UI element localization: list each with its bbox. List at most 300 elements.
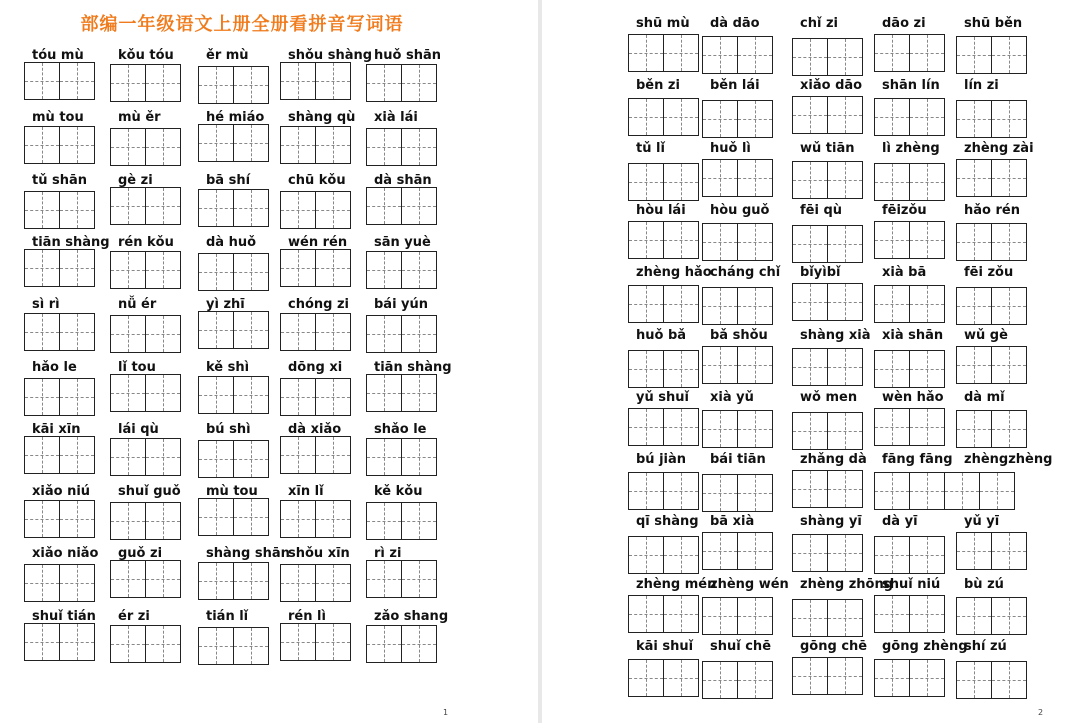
- tianzige-cell[interactable]: [110, 438, 146, 476]
- tianzige-cell[interactable]: [702, 159, 738, 197]
- tianzige-cell[interactable]: [233, 124, 269, 162]
- tianzige-cell[interactable]: [827, 38, 863, 76]
- pinyin-label: gōng zhèng: [882, 639, 968, 654]
- tianzige-cell[interactable]: [145, 625, 181, 663]
- tianzige-cell[interactable]: [737, 346, 773, 384]
- writing-box-group: [280, 436, 350, 474]
- tianzige-cell[interactable]: [737, 532, 773, 570]
- tianzige-cell[interactable]: [198, 562, 234, 600]
- writing-box-group: [366, 128, 436, 166]
- tianzige-cell[interactable]: [59, 378, 95, 416]
- tianzige-cell[interactable]: [233, 498, 269, 536]
- writing-box-group: [702, 532, 772, 570]
- pinyin-label: shí zú: [964, 639, 1007, 654]
- pinyin-label: lái qù: [118, 421, 159, 437]
- tianzige-cell[interactable]: [59, 62, 95, 100]
- tianzige-cell[interactable]: [59, 500, 95, 538]
- writing-box-group: [702, 597, 772, 635]
- tianzige-cell[interactable]: [366, 251, 402, 289]
- tianzige-cell[interactable]: [991, 346, 1027, 384]
- tianzige-cell[interactable]: [874, 595, 910, 633]
- tianzige-cell[interactable]: [280, 436, 316, 474]
- pinyin-label: nǚ ér: [118, 297, 157, 313]
- tianzige-cell[interactable]: [628, 34, 664, 72]
- tianzige-cell[interactable]: [956, 597, 992, 635]
- tianzige-cell[interactable]: [956, 159, 992, 197]
- tianzige-cell[interactable]: [198, 376, 234, 414]
- pinyin-label: shuǐ tián: [32, 608, 96, 624]
- tianzige-cell[interactable]: [366, 560, 402, 598]
- pinyin-label: dà shān: [374, 172, 432, 188]
- tianzige-cell[interactable]: [628, 163, 664, 201]
- tianzige-cell[interactable]: [663, 536, 699, 574]
- tianzige-cell[interactable]: [315, 249, 351, 287]
- tianzige-cell[interactable]: [628, 472, 664, 510]
- tianzige-cell[interactable]: [24, 313, 60, 351]
- pinyin-label: wén rén: [288, 234, 348, 250]
- tianzige-cell[interactable]: [737, 36, 773, 74]
- tianzige-cell[interactable]: [628, 659, 664, 697]
- tianzige-cell[interactable]: [792, 470, 828, 508]
- tianzige-cell[interactable]: [991, 100, 1027, 138]
- tianzige-cell[interactable]: [198, 124, 234, 162]
- pinyin-label: shàng qù: [288, 110, 356, 126]
- tianzige-cell[interactable]: [628, 408, 664, 446]
- writing-box-group: [280, 62, 350, 100]
- pinyin-label: tiān shàng: [32, 234, 110, 250]
- tianzige-cell[interactable]: [233, 189, 269, 227]
- tianzige-cell[interactable]: [280, 62, 316, 100]
- pinyin-label: yì zhī: [206, 297, 245, 313]
- pinyin-label: fēizǒu: [882, 202, 927, 218]
- writing-box-group: [702, 474, 772, 512]
- tianzige-cell[interactable]: [280, 126, 316, 164]
- writing-box-group: [702, 287, 772, 325]
- tianzige-cell[interactable]: [792, 599, 828, 637]
- tianzige-cell[interactable]: [280, 249, 316, 287]
- tianzige-cell[interactable]: [737, 474, 773, 512]
- writing-box-group: [198, 253, 268, 291]
- tianzige-cell[interactable]: [198, 311, 234, 349]
- tianzige-cell[interactable]: [827, 412, 863, 450]
- tianzige-cell[interactable]: [24, 191, 60, 229]
- tianzige-cell[interactable]: [233, 440, 269, 478]
- tianzige-cell[interactable]: [909, 408, 945, 446]
- writing-box-group: [956, 36, 1026, 74]
- tianzige-cell[interactable]: [59, 313, 95, 351]
- tianzige-cell[interactable]: [737, 597, 773, 635]
- tianzige-cell[interactable]: [628, 98, 664, 136]
- writing-box-group: [24, 623, 94, 661]
- tianzige-cell[interactable]: [366, 502, 402, 540]
- tianzige-cell[interactable]: [280, 500, 316, 538]
- tianzige-cell[interactable]: [944, 472, 980, 510]
- tianzige-cell[interactable]: [792, 96, 828, 134]
- tianzige-cell[interactable]: [628, 595, 664, 633]
- tianzige-cell[interactable]: [827, 470, 863, 508]
- tianzige-cell[interactable]: [145, 315, 181, 353]
- tianzige-cell[interactable]: [59, 564, 95, 602]
- tianzige-cell[interactable]: [59, 191, 95, 229]
- writing-box-group: [874, 350, 944, 388]
- tianzige-cell[interactable]: [979, 472, 1015, 510]
- tianzige-cell[interactable]: [280, 313, 316, 351]
- tianzige-cell[interactable]: [792, 348, 828, 386]
- writing-box-group: [956, 346, 1026, 384]
- tianzige-cell[interactable]: [145, 438, 181, 476]
- writing-box-group: [702, 661, 772, 699]
- writing-box-group: [628, 98, 698, 136]
- pinyin-label: hòu lái: [636, 202, 686, 218]
- pinyin-label: chóng zi: [288, 297, 350, 313]
- tianzige-cell[interactable]: [280, 623, 316, 661]
- tianzige-cell[interactable]: [145, 64, 181, 102]
- tianzige-cell[interactable]: [145, 374, 181, 412]
- pinyin-label: bú jiàn: [636, 452, 687, 468]
- tianzige-cell[interactable]: [874, 536, 910, 574]
- tianzige-cell[interactable]: [24, 500, 60, 538]
- pinyin-label: bái yún: [374, 297, 429, 313]
- pinyin-label: kě shì: [206, 359, 250, 375]
- writing-box-group: [874, 34, 944, 72]
- tianzige-cell[interactable]: [315, 62, 351, 100]
- tianzige-cell[interactable]: [956, 346, 992, 384]
- tianzige-cell[interactable]: [233, 253, 269, 291]
- tianzige-cell[interactable]: [145, 502, 181, 540]
- tianzige-cell[interactable]: [145, 560, 181, 598]
- tianzige-cell[interactable]: [110, 251, 146, 289]
- tianzige-cell[interactable]: [909, 659, 945, 697]
- writing-box-group: [702, 100, 772, 138]
- pinyin-label: gōng chē: [800, 639, 868, 654]
- pinyin-label: sì rì: [32, 297, 60, 313]
- tianzige-cell[interactable]: [663, 98, 699, 136]
- tianzige-cell[interactable]: [110, 625, 146, 663]
- writing-box-group: [198, 311, 268, 349]
- tianzige-cell[interactable]: [874, 34, 910, 72]
- tianzige-cell[interactable]: [366, 128, 402, 166]
- tianzige-cell[interactable]: [401, 64, 437, 102]
- pinyin-label: hé miáo: [206, 110, 265, 126]
- tianzige-cell[interactable]: [663, 163, 699, 201]
- tianzige-cell[interactable]: [145, 187, 181, 225]
- writing-box-group: [702, 36, 772, 74]
- pinyin-label: kāi xīn: [32, 421, 81, 437]
- writing-box-group: [24, 500, 94, 538]
- tianzige-cell[interactable]: [909, 472, 945, 510]
- writing-box-group: [792, 283, 862, 321]
- tianzige-cell[interactable]: [24, 126, 60, 164]
- tianzige-cell[interactable]: [737, 100, 773, 138]
- tianzige-cell[interactable]: [663, 659, 699, 697]
- tianzige-cell[interactable]: [663, 595, 699, 633]
- tianzige-cell[interactable]: [663, 408, 699, 446]
- writing-box-group: [110, 187, 180, 225]
- pinyin-label: shǎo le: [374, 421, 427, 437]
- tianzige-cell[interactable]: [663, 221, 699, 259]
- tianzige-cell[interactable]: [909, 595, 945, 633]
- tianzige-cell[interactable]: [401, 315, 437, 353]
- tianzige-cell[interactable]: [737, 410, 773, 448]
- tianzige-cell[interactable]: [401, 374, 437, 412]
- tianzige-cell[interactable]: [792, 412, 828, 450]
- tianzige-cell[interactable]: [909, 350, 945, 388]
- tianzige-cell[interactable]: [991, 661, 1027, 699]
- tianzige-cell[interactable]: [280, 564, 316, 602]
- tianzige-cell[interactable]: [827, 534, 863, 572]
- tianzige-cell[interactable]: [366, 625, 402, 663]
- pinyin-label: shān lín: [882, 78, 940, 94]
- tianzige-cell[interactable]: [233, 311, 269, 349]
- tianzige-cell[interactable]: [827, 348, 863, 386]
- pinyin-label: wǒ men: [800, 389, 858, 405]
- tianzige-cell[interactable]: [956, 36, 992, 74]
- writing-box-group: [24, 249, 94, 287]
- tianzige-cell[interactable]: [110, 187, 146, 225]
- writing-box-group: [956, 159, 1026, 197]
- tianzige-cell[interactable]: [909, 98, 945, 136]
- writing-box-group: [366, 251, 436, 289]
- tianzige-cell[interactable]: [628, 536, 664, 574]
- tianzige-cell[interactable]: [59, 623, 95, 661]
- writing-box-group: [792, 657, 862, 695]
- tianzige-cell[interactable]: [909, 536, 945, 574]
- tianzige-cell[interactable]: [702, 532, 738, 570]
- worksheet-page-2: [542, 0, 1080, 723]
- tianzige-cell[interactable]: [702, 661, 738, 699]
- pinyin-label: yǔ yī: [964, 514, 1000, 530]
- tianzige-cell[interactable]: [401, 438, 437, 476]
- pinyin-label: bù zú: [964, 576, 1004, 592]
- tianzige-cell[interactable]: [991, 159, 1027, 197]
- writing-box-group: [198, 66, 268, 104]
- writing-box-group: [280, 191, 350, 229]
- tianzige-cell[interactable]: [874, 163, 910, 201]
- tianzige-cell[interactable]: [315, 191, 351, 229]
- tianzige-cell[interactable]: [702, 287, 738, 325]
- tianzige-cell[interactable]: [737, 159, 773, 197]
- writing-box-group: [628, 536, 698, 574]
- tianzige-cell[interactable]: [110, 315, 146, 353]
- tianzige-cell[interactable]: [874, 221, 910, 259]
- writing-box-group: [198, 440, 268, 478]
- tianzige-cell[interactable]: [702, 597, 738, 635]
- tianzige-cell[interactable]: [737, 287, 773, 325]
- tianzige-cell[interactable]: [663, 34, 699, 72]
- tianzige-cell[interactable]: [792, 283, 828, 321]
- pinyin-label: bú shì: [206, 421, 251, 437]
- tianzige-cell[interactable]: [991, 410, 1027, 448]
- writing-box-group: [198, 627, 268, 665]
- tianzige-cell[interactable]: [315, 126, 351, 164]
- tianzige-cell[interactable]: [874, 350, 910, 388]
- tianzige-cell[interactable]: [280, 191, 316, 229]
- writing-box-group: [874, 163, 944, 201]
- tianzige-cell[interactable]: [401, 560, 437, 598]
- pinyin-label: kāi shuǐ: [636, 639, 694, 654]
- tianzige-cell[interactable]: [198, 66, 234, 104]
- pinyin-label: tiān shàng: [374, 359, 452, 375]
- tianzige-cell[interactable]: [991, 36, 1027, 74]
- tianzige-cell[interactable]: [366, 315, 402, 353]
- tianzige-cell[interactable]: [24, 436, 60, 474]
- pinyin-label: xiǎo niǎo: [32, 546, 99, 562]
- tianzige-cell[interactable]: [909, 221, 945, 259]
- tianzige-cell[interactable]: [956, 100, 992, 138]
- page-title: 部编一年级语文上册全册看拼音写词语: [80, 14, 404, 35]
- writing-box-group: [956, 532, 1026, 570]
- tianzige-cell[interactable]: [401, 502, 437, 540]
- tianzige-cell[interactable]: [59, 249, 95, 287]
- tianzige-cell[interactable]: [315, 623, 351, 661]
- writing-box-group: [24, 436, 94, 474]
- tianzige-cell[interactable]: [24, 623, 60, 661]
- writing-box-group: [110, 64, 180, 102]
- tianzige-cell[interactable]: [401, 625, 437, 663]
- tianzige-cell[interactable]: [366, 438, 402, 476]
- tianzige-cell[interactable]: [59, 126, 95, 164]
- tianzige-cell[interactable]: [956, 410, 992, 448]
- tianzige-cell[interactable]: [874, 472, 910, 510]
- writing-box-group: [198, 498, 268, 536]
- tianzige-cell[interactable]: [909, 285, 945, 323]
- tianzige-cell[interactable]: [702, 36, 738, 74]
- tianzige-cell[interactable]: [792, 161, 828, 199]
- tianzige-cell[interactable]: [663, 285, 699, 323]
- tianzige-cell[interactable]: [110, 64, 146, 102]
- tianzige-cell[interactable]: [663, 472, 699, 510]
- tianzige-cell[interactable]: [198, 627, 234, 665]
- tianzige-cell[interactable]: [702, 346, 738, 384]
- tianzige-cell[interactable]: [366, 64, 402, 102]
- tianzige-cell[interactable]: [366, 374, 402, 412]
- tianzige-cell[interactable]: [24, 249, 60, 287]
- tianzige-cell[interactable]: [628, 350, 664, 388]
- writing-box-group: [24, 126, 94, 164]
- writing-box-group: [874, 659, 944, 697]
- pinyin-label: zhèng wén: [710, 576, 789, 592]
- tianzige-cell[interactable]: [702, 100, 738, 138]
- tianzige-cell[interactable]: [198, 498, 234, 536]
- tianzige-cell[interactable]: [874, 285, 910, 323]
- pinyin-label: lín zi: [964, 78, 999, 94]
- tianzige-cell[interactable]: [280, 378, 316, 416]
- tianzige-cell[interactable]: [702, 410, 738, 448]
- tianzige-cell[interactable]: [110, 560, 146, 598]
- tianzige-cell[interactable]: [956, 223, 992, 261]
- tianzige-cell[interactable]: [145, 128, 181, 166]
- tianzige-cell[interactable]: [792, 534, 828, 572]
- tianzige-cell[interactable]: [956, 532, 992, 570]
- tianzige-cell[interactable]: [956, 287, 992, 325]
- tianzige-cell[interactable]: [991, 287, 1027, 325]
- tianzige-cell[interactable]: [663, 350, 699, 388]
- tianzige-cell[interactable]: [737, 223, 773, 261]
- pinyin-label: xià lái: [374, 110, 418, 126]
- tianzige-cell[interactable]: [24, 564, 60, 602]
- tianzige-cell[interactable]: [909, 163, 945, 201]
- tianzige-cell[interactable]: [233, 376, 269, 414]
- writing-box-group: [628, 221, 698, 259]
- writing-box-group: [628, 472, 698, 510]
- tianzige-cell[interactable]: [628, 221, 664, 259]
- writing-box-group: [24, 191, 94, 229]
- pinyin-label: shǒu xīn: [288, 546, 350, 562]
- tianzige-cell[interactable]: [315, 436, 351, 474]
- tianzige-cell[interactable]: [315, 313, 351, 351]
- tianzige-cell[interactable]: [401, 187, 437, 225]
- pinyin-label: xià yǔ: [710, 389, 754, 405]
- tianzige-cell[interactable]: [401, 251, 437, 289]
- writing-box-group: [874, 408, 944, 446]
- page-number: 2: [1038, 708, 1044, 717]
- pinyin-label: bǎ shǒu: [710, 327, 768, 343]
- tianzige-cell[interactable]: [827, 96, 863, 134]
- tianzige-cell[interactable]: [198, 253, 234, 291]
- tianzige-cell[interactable]: [315, 378, 351, 416]
- tianzige-cell[interactable]: [792, 225, 828, 263]
- pinyin-label: rén kǒu: [118, 234, 174, 250]
- tianzige-cell[interactable]: [198, 189, 234, 227]
- writing-box-group: [792, 161, 862, 199]
- tianzige-cell[interactable]: [702, 474, 738, 512]
- tianzige-cell[interactable]: [991, 223, 1027, 261]
- tianzige-cell[interactable]: [110, 374, 146, 412]
- tianzige-cell[interactable]: [702, 223, 738, 261]
- tianzige-cell[interactable]: [874, 408, 910, 446]
- writing-box-group: [280, 313, 350, 351]
- tianzige-cell[interactable]: [233, 562, 269, 600]
- pinyin-label: hǎo rén: [964, 202, 1020, 218]
- tianzige-cell[interactable]: [909, 34, 945, 72]
- tianzige-cell[interactable]: [792, 657, 828, 695]
- tianzige-cell[interactable]: [827, 599, 863, 637]
- tianzige-cell[interactable]: [233, 66, 269, 104]
- tianzige-cell[interactable]: [827, 283, 863, 321]
- tianzige-cell[interactable]: [59, 436, 95, 474]
- pinyin-label: bǐyìbǐ: [800, 265, 841, 281]
- tianzige-cell[interactable]: [366, 187, 402, 225]
- tianzige-cell[interactable]: [827, 657, 863, 695]
- writing-box-group: [628, 595, 698, 633]
- tianzige-cell[interactable]: [401, 128, 437, 166]
- pinyin-label: shǒu shàng: [288, 48, 373, 63]
- tianzige-cell[interactable]: [827, 161, 863, 199]
- tianzige-cell[interactable]: [991, 532, 1027, 570]
- tianzige-cell[interactable]: [24, 62, 60, 100]
- pinyin-label: lǐ tou: [118, 359, 156, 375]
- tianzige-cell[interactable]: [827, 225, 863, 263]
- writing-box-group: [628, 350, 698, 388]
- tianzige-cell[interactable]: [792, 38, 828, 76]
- tianzige-cell[interactable]: [110, 502, 146, 540]
- tianzige-cell[interactable]: [956, 661, 992, 699]
- pinyin-label: chū kǒu: [288, 172, 346, 188]
- tianzige-cell[interactable]: [628, 285, 664, 323]
- tianzige-cell[interactable]: [110, 128, 146, 166]
- tianzige-cell[interactable]: [315, 564, 351, 602]
- tianzige-cell[interactable]: [874, 98, 910, 136]
- tianzige-cell[interactable]: [315, 500, 351, 538]
- tianzige-cell[interactable]: [991, 597, 1027, 635]
- tianzige-cell[interactable]: [198, 440, 234, 478]
- tianzige-cell[interactable]: [24, 378, 60, 416]
- pinyin-label: huǒ lì: [710, 140, 751, 156]
- tianzige-cell[interactable]: [874, 659, 910, 697]
- tianzige-cell[interactable]: [145, 251, 181, 289]
- tianzige-cell[interactable]: [737, 661, 773, 699]
- tianzige-cell[interactable]: [233, 627, 269, 665]
